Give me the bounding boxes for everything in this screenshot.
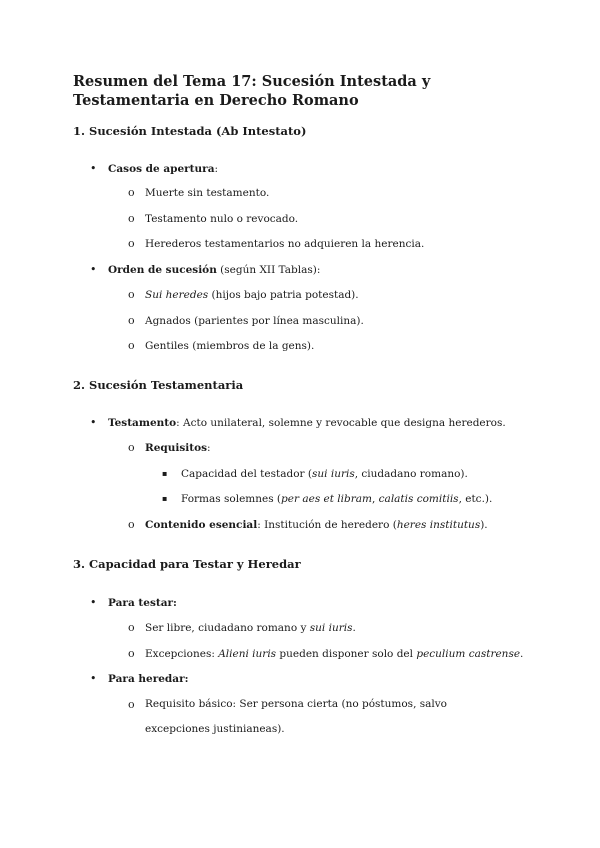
list-item-testamento: Testamento: Acto unilateral, solemne y revocable que designa herederos. [108, 417, 506, 429]
list-item-para-heredar: Para heredar: [108, 673, 189, 685]
section-3-heading: 3. Capacidad para Testar y Heredar [73, 557, 301, 571]
list-item: Formas solemnes (per aes et libram, calatis comitiis, etc.). [181, 493, 493, 505]
bullet-circle: o [128, 314, 135, 327]
bullet-circle: o [128, 621, 135, 634]
list-item: Requisito básico: Ser persona cierta (no póstumos, salvo excepciones justinianeas). [145, 698, 448, 735]
list-item-para-testar: Para testar: [108, 597, 177, 609]
bullet-circle: o [128, 186, 135, 199]
list-item: Agnados (parientes por línea masculina). [145, 315, 364, 327]
bullet-circle: o [128, 237, 135, 250]
bullet-square: ▪ [162, 494, 168, 503]
bullet-circle: o [128, 288, 135, 301]
list-item-contenido: Contenido esencial: Institución de heredero (heres institutus). [145, 519, 488, 531]
list-item: Capacidad del testador (sui iuris, ciudadano romano). [181, 468, 468, 480]
bullet-disc: • [90, 672, 97, 685]
bullet-circle: o [128, 212, 135, 225]
bullet-circle: o [128, 441, 135, 454]
bullet-circle: o [128, 339, 135, 352]
bullet-disc: • [90, 162, 97, 175]
list-item: Testamento nulo o revocado. [145, 213, 299, 225]
list-item: Herederos testamentarios no adquieren la herencia. [145, 238, 425, 250]
list-item: Muerte sin testamento. [145, 187, 270, 199]
list-item-casos-apertura: Casos de apertura: [108, 163, 219, 175]
section-1-heading: 1. Sucesión Intestada (Ab Intestato) [73, 124, 307, 138]
section-2-heading: 2. Sucesión Testamentaria [73, 378, 244, 392]
bullet-disc: • [90, 416, 97, 429]
bullet-circle: o [128, 647, 135, 660]
bullet-square: ▪ [162, 469, 168, 478]
list-item: Ser libre, ciudadano romano y sui iuris. [145, 622, 356, 634]
list-item: Excepciones: Alieni iuris pueden disponer solo del peculium castrense. [145, 648, 524, 660]
list-item-orden-sucesion: Orden de sucesión (según XII Tablas): [108, 264, 321, 276]
document-title: Resumen del Tema 17: Sucesión Intestada y Testamentaria en Derecho Romano [73, 73, 431, 109]
list-item: Gentiles (miembros de la gens). [145, 340, 315, 352]
bullet-disc: • [90, 596, 97, 609]
bullet-disc: • [90, 263, 97, 276]
bullet-circle: o [128, 518, 135, 531]
list-item: Sui heredes (hijos bajo patria potestad). [145, 289, 359, 301]
bullet-circle: o [128, 698, 135, 711]
list-item-requisitos: Requisitos: [145, 442, 211, 454]
